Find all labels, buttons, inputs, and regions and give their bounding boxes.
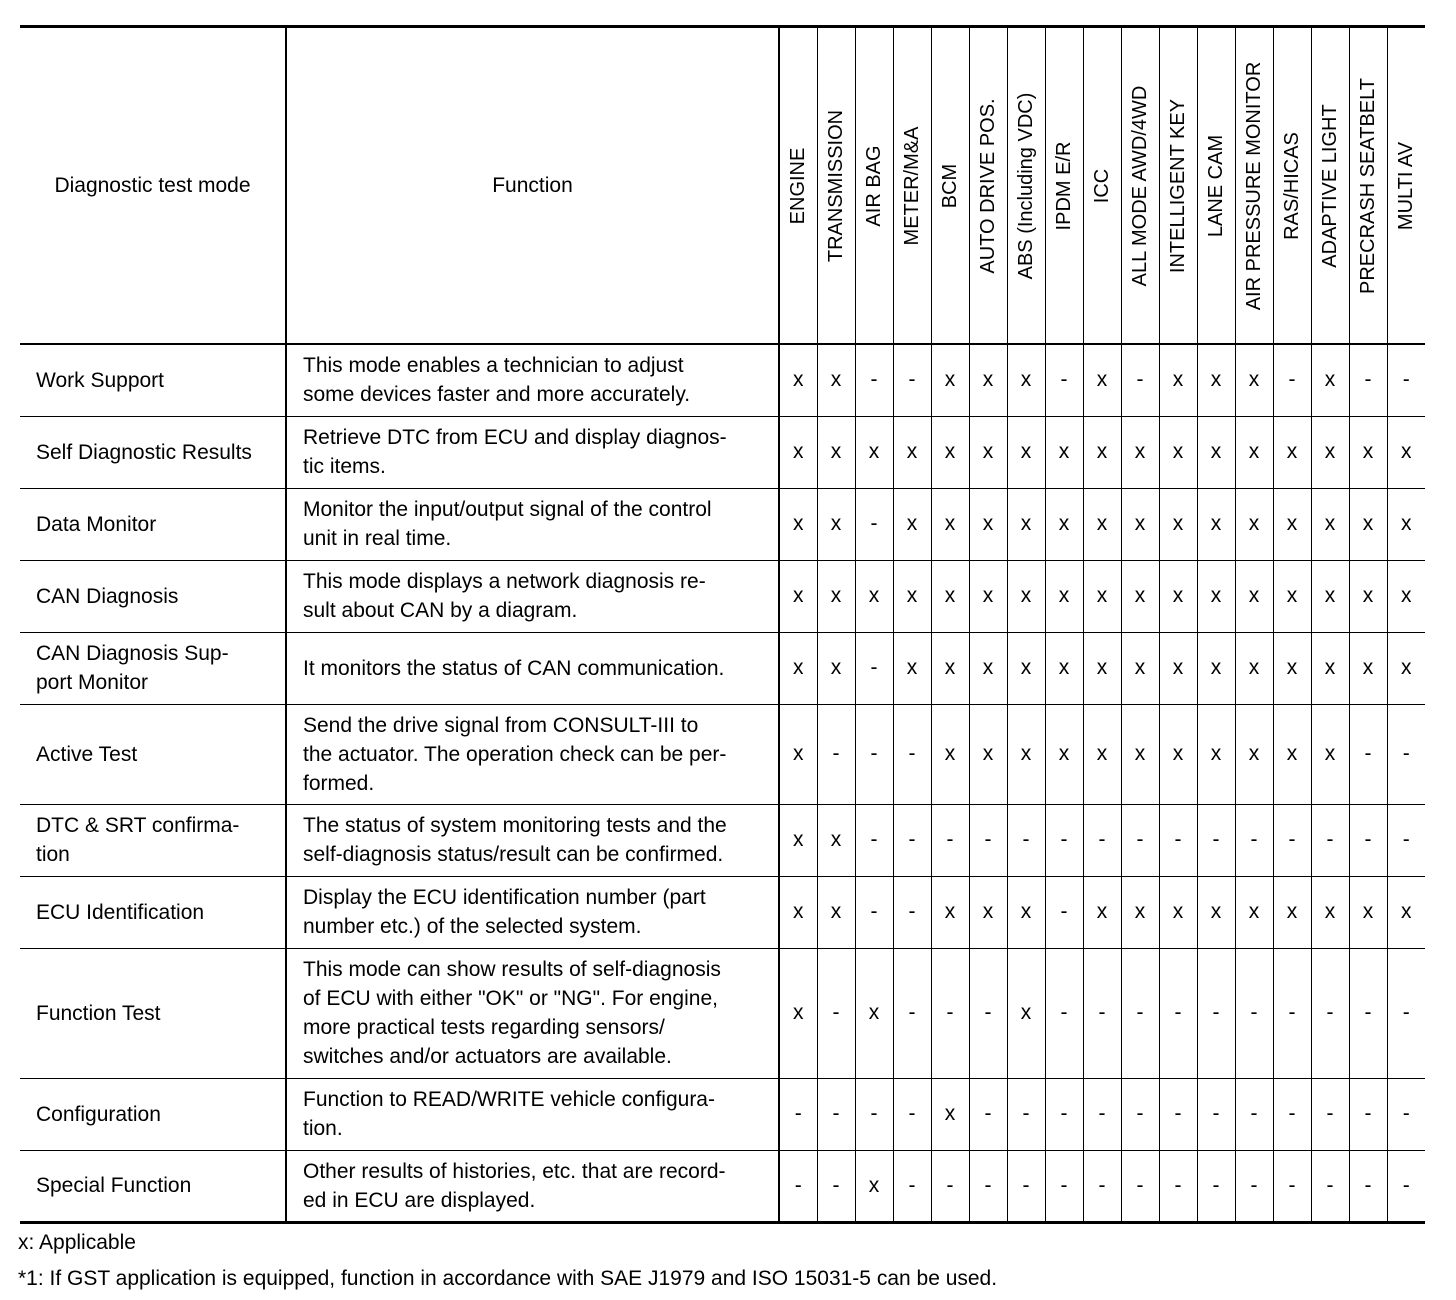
function-cell [286,416,779,488]
system-label: LANE CAM [1205,134,1227,237]
test-mode-text: Data Monitor [36,512,157,536]
header-row [20,27,1425,345]
not-applicable-mark: - [1349,1150,1387,1222]
function-cell [286,488,779,560]
applicable-mark: x [1311,416,1349,488]
not-applicable-mark: - [1121,804,1159,876]
applicable-mark: x [969,560,1007,632]
test-mode-cell [20,876,286,948]
table-row [20,804,1425,876]
applicable-mark: x [1349,416,1387,488]
applicable-mark: x [1083,632,1121,704]
header-system [1349,27,1387,345]
applicable-mark: x [1121,416,1159,488]
function-cell [286,804,779,876]
test-mode-text: ECU Identification [36,900,205,924]
header-system [969,27,1007,345]
applicable-mark: x [1273,416,1311,488]
applicable-mark: x [779,632,817,704]
function-cell [286,876,779,948]
applicable-mark: x [855,560,893,632]
not-applicable-mark: - [1311,1150,1349,1222]
applicable-mark: x [1387,488,1425,560]
applicable-mark: x [1007,416,1045,488]
not-applicable-mark: - [1083,804,1121,876]
applicable-mark: x [1311,488,1349,560]
test-mode-cell [20,560,286,632]
applicable-mark: x [1235,560,1273,632]
applicable-mark: x [1121,632,1159,704]
applicable-mark: x [817,344,855,416]
not-applicable-mark: - [1235,948,1273,1078]
header-system [1273,27,1311,345]
table-row [20,1150,1425,1222]
system-label: MULTI AV [1395,141,1418,230]
test-mode-text: Active Test [36,742,138,766]
test-mode-text: tion [36,843,70,866]
not-applicable-mark: - [1349,948,1387,1078]
header-system [1197,27,1235,345]
not-applicable-mark: - [1311,1078,1349,1150]
applicable-mark: x [1159,488,1197,560]
test-mode-text: Function Test [36,1001,161,1025]
not-applicable-mark: - [1121,948,1159,1078]
table-row [20,560,1425,632]
applicable-mark: x [969,704,1007,804]
applicable-mark: x [1007,560,1045,632]
not-applicable-mark: - [931,948,969,1078]
applicable-mark: x [1083,876,1121,948]
function-cell [286,560,779,632]
function-cell [286,1078,779,1150]
not-applicable-mark: - [855,804,893,876]
applicable-mark: x [1311,704,1349,804]
not-applicable-mark: - [855,876,893,948]
not-applicable-mark: - [1159,804,1197,876]
system-label: ALL MODE AWD/4WD [1129,85,1151,286]
applicable-mark: x [779,344,817,416]
system-label: ICC [1091,168,1113,203]
test-mode-text: Configuration [36,1102,161,1126]
not-applicable-mark: - [1311,948,1349,1078]
applicable-mark: x [817,488,855,560]
not-applicable-mark: - [1349,344,1387,416]
applicable-mark: x [779,488,817,560]
table-row [20,632,1425,704]
applicable-mark: x [779,416,817,488]
table-row [20,1078,1425,1150]
not-applicable-mark: - [969,1078,1007,1150]
function-cell [286,344,779,416]
not-applicable-mark: - [1349,804,1387,876]
applicable-mark: x [1349,488,1387,560]
not-applicable-mark: - [893,876,931,948]
function-text: tion. [303,1117,343,1140]
system-label: ADAPTIVE LIGHT [1319,103,1341,268]
not-applicable-mark: - [969,948,1007,1078]
not-applicable-mark: - [1083,1150,1121,1222]
header-system [1083,27,1121,345]
test-mode-text: CAN Diagnosis Sup- [36,642,229,665]
applicable-mark: x [817,560,855,632]
not-applicable-mark: - [1045,1078,1083,1150]
not-applicable-mark: - [1197,1078,1235,1150]
header-system [1045,27,1083,345]
applicable-mark: x [1235,416,1273,488]
test-mode-cell [20,1078,286,1150]
applicable-mark: x [931,560,969,632]
applicable-mark: x [1273,560,1311,632]
not-applicable-mark: - [893,948,931,1078]
not-applicable-mark: - [1083,948,1121,1078]
applicable-mark: x [1045,632,1083,704]
not-applicable-mark: - [1387,1150,1425,1222]
applicable-mark: x [1083,344,1121,416]
applicable-mark: x [779,804,817,876]
applicable-mark: x [1197,632,1235,704]
applicable-mark: x [1197,344,1235,416]
not-applicable-mark: - [855,632,893,704]
applicable-mark: x [1311,344,1349,416]
not-applicable-mark: - [1349,704,1387,804]
applicable-mark: x [817,416,855,488]
system-label: AUTO DRIVE POS. [977,97,999,274]
function-text: switches and/or actuators are available. [303,1045,672,1068]
header-system [779,27,817,345]
function-text: of ECU with either "OK" or "NG". For engine, [303,987,718,1010]
legend-note: x: Applicable [18,1231,136,1254]
applicable-mark: x [931,488,969,560]
applicable-mark: x [1007,488,1045,560]
function-text: tic items. [303,455,386,478]
system-label: RAS/HICAS [1281,131,1303,240]
not-applicable-mark: - [1197,804,1235,876]
diagnostic-mode-table [20,25,1425,1224]
header-system [1235,27,1273,345]
footnote: *1: If GST application is equipped, function in accordance with SAE J1979 and ISO 15031-5 can be used. [18,1267,998,1290]
applicable-mark: x [1159,632,1197,704]
applicable-mark: x [931,704,969,804]
not-applicable-mark: - [817,1078,855,1150]
function-text: number etc.) of the selected system. [303,915,642,938]
applicable-mark: x [1159,344,1197,416]
not-applicable-mark: - [1387,948,1425,1078]
test-mode-text: DTC & SRT confirma- [36,814,240,837]
applicable-mark: x [779,876,817,948]
not-applicable-mark: - [1159,1078,1197,1150]
applicable-mark: x [1159,560,1197,632]
test-mode-cell [20,804,286,876]
applicable-mark: x [817,804,855,876]
header-system [1387,27,1425,345]
applicable-mark: x [969,876,1007,948]
not-applicable-mark: - [1045,1150,1083,1222]
system-label: INTELLIGENT KEY [1167,98,1189,273]
function-text: This mode displays a network diagnosis re- [303,570,706,593]
not-applicable-mark: - [893,1150,931,1222]
function-text: self-diagnosis status/result can be confirmed. [303,843,724,866]
not-applicable-mark: - [969,804,1007,876]
applicable-mark: x [1197,416,1235,488]
test-mode-text: Work Support [36,368,164,392]
applicable-mark: x [1387,876,1425,948]
not-applicable-mark: - [1045,948,1083,1078]
not-applicable-mark: - [1159,948,1197,1078]
not-applicable-mark: - [817,1150,855,1222]
test-mode-cell [20,632,286,704]
applicable-mark: x [893,632,931,704]
applicable-mark: x [1197,560,1235,632]
applicable-mark: x [1083,704,1121,804]
system-label: AIR PRESSURE MONITOR [1243,61,1265,310]
system-label: TRANSMISSION [825,109,847,262]
table-row [20,704,1425,804]
applicable-mark: x [931,416,969,488]
not-applicable-mark: - [1273,1150,1311,1222]
function-text: This mode can show results of self-diagnosis [303,958,721,981]
not-applicable-mark: - [1197,1150,1235,1222]
test-mode-cell [20,344,286,416]
applicable-mark: x [855,1150,893,1222]
system-label: BCM [939,163,961,208]
applicable-mark: x [779,560,817,632]
test-mode-text: Special Function [36,1174,192,1197]
system-label: ABS (Including VDC) [1015,92,1037,279]
not-applicable-mark: - [779,1078,817,1150]
header-system [817,27,855,345]
applicable-mark: x [969,488,1007,560]
table-row [20,416,1425,488]
applicable-mark: x [1197,876,1235,948]
applicable-mark: x [931,876,969,948]
applicable-mark: x [1387,560,1425,632]
test-mode-cell [20,488,286,560]
not-applicable-mark: - [1273,1078,1311,1150]
not-applicable-mark: - [1387,1078,1425,1150]
applicable-mark: x [1007,876,1045,948]
applicable-mark: x [1235,488,1273,560]
table-row [20,948,1425,1078]
function-text: Display the ECU identification number (part [303,886,706,909]
function-text: This mode enables a technician to adjust [303,354,684,378]
not-applicable-mark: - [1121,1150,1159,1222]
not-applicable-mark: - [855,704,893,804]
function-text: unit in real time. [303,527,452,550]
system-label: ENGINE [787,147,810,224]
table-row [20,488,1425,560]
applicable-mark: x [969,416,1007,488]
not-applicable-mark: - [1045,804,1083,876]
function-text: some devices faster and more accurately. [303,383,691,407]
applicable-mark: x [931,632,969,704]
not-applicable-mark: - [855,1078,893,1150]
applicable-mark: x [1349,876,1387,948]
header-system [1007,27,1045,345]
header-system [1121,27,1159,345]
applicable-mark: x [779,948,817,1078]
applicable-mark: x [1045,560,1083,632]
not-applicable-mark: - [1159,1150,1197,1222]
applicable-mark: x [1121,704,1159,804]
header-function: Function [286,27,779,345]
applicable-mark: x [1273,488,1311,560]
applicable-mark: x [1311,560,1349,632]
function-text: formed. [303,771,375,795]
header-diagnostic-test-mode: Diagnostic test mode [20,27,286,345]
not-applicable-mark: - [1235,804,1273,876]
system-label: METER/M&A [901,126,923,245]
applicable-mark: x [1273,704,1311,804]
applicable-mark: x [1273,876,1311,948]
test-mode-cell [20,416,286,488]
applicable-mark: x [1197,704,1235,804]
header-system [893,27,931,345]
not-applicable-mark: - [893,704,931,804]
applicable-mark: x [817,632,855,704]
function-text: Function to READ/WRITE vehicle configura- [303,1088,715,1111]
applicable-mark: x [931,344,969,416]
applicable-mark: x [1007,344,1045,416]
test-mode-cell [20,1150,286,1222]
test-mode-text: CAN Diagnosis [36,584,179,608]
applicable-mark: x [1311,632,1349,704]
test-mode-text: port Monitor [36,671,149,694]
applicable-mark: x [1159,416,1197,488]
table-row [20,344,1425,416]
not-applicable-mark: - [1083,1078,1121,1150]
not-applicable-mark: - [1045,876,1083,948]
function-cell [286,1150,779,1222]
applicable-mark: x [1235,876,1273,948]
not-applicable-mark: - [817,704,855,804]
not-applicable-mark: - [1387,804,1425,876]
test-mode-text: Self Diagnostic Results [36,440,252,464]
not-applicable-mark: - [1007,1078,1045,1150]
applicable-mark: x [1007,632,1045,704]
applicable-mark: x [1349,632,1387,704]
not-applicable-mark: - [1273,804,1311,876]
applicable-mark: x [893,488,931,560]
system-label: PRECRASH SEATBELT [1357,77,1379,294]
not-applicable-mark: - [1045,344,1083,416]
applicable-mark: x [855,948,893,1078]
applicable-mark: x [1121,488,1159,560]
not-applicable-mark: - [1197,948,1235,1078]
function-text: more practical tests regarding sensors/ [303,1016,665,1039]
not-applicable-mark: - [779,1150,817,1222]
system-label: IPDM E/R [1053,141,1075,230]
applicable-mark: x [1045,488,1083,560]
applicable-mark: x [1197,488,1235,560]
table-row [20,876,1425,948]
applicable-mark: x [1121,560,1159,632]
applicable-mark: x [1235,632,1273,704]
applicable-mark: x [1083,488,1121,560]
header-system [1159,27,1197,345]
not-applicable-mark: - [1387,704,1425,804]
applicable-mark: x [893,416,931,488]
header-system [1311,27,1349,345]
applicable-mark: x [779,704,817,804]
applicable-mark: x [1083,416,1121,488]
function-text: Monitor the input/output signal of the control [303,498,712,521]
function-cell [286,632,779,704]
function-text: ed in ECU are displayed. [303,1188,536,1212]
applicable-mark: x [1159,876,1197,948]
not-applicable-mark: - [931,804,969,876]
applicable-mark: x [1349,560,1387,632]
function-text: Send the drive signal from CONSULT-III to [303,713,699,737]
function-text: sult about CAN by a diagram. [303,599,578,622]
not-applicable-mark: - [931,1150,969,1222]
applicable-mark: x [1045,416,1083,488]
system-label: AIR BAG [863,144,885,227]
applicable-mark: x [855,416,893,488]
applicable-mark: x [1235,704,1273,804]
not-applicable-mark: - [1387,344,1425,416]
not-applicable-mark: - [1311,804,1349,876]
applicable-mark: x [1387,632,1425,704]
function-cell [286,704,779,804]
function-cell [286,948,779,1078]
applicable-mark: x [969,632,1007,704]
function-text: It monitors the status of CAN communication. [303,656,725,680]
not-applicable-mark: - [969,1150,1007,1222]
applicable-mark: x [1007,948,1045,1078]
not-applicable-mark: - [1235,1150,1273,1222]
applicable-mark: x [1311,876,1349,948]
applicable-mark: x [931,1078,969,1150]
function-text: Other results of histories, etc. that are record- [303,1159,726,1183]
applicable-mark: x [1235,344,1273,416]
not-applicable-mark: - [817,948,855,1078]
not-applicable-mark: - [1235,1078,1273,1150]
test-mode-cell [20,704,286,804]
not-applicable-mark: - [1007,804,1045,876]
not-applicable-mark: - [1121,1078,1159,1150]
function-text: Retrieve DTC from ECU and display diagnos- [303,426,727,449]
applicable-mark: x [817,876,855,948]
applicable-mark: x [1387,416,1425,488]
not-applicable-mark: - [1273,948,1311,1078]
table-body [20,344,1425,1222]
not-applicable-mark: - [893,1078,931,1150]
test-mode-cell [20,948,286,1078]
applicable-mark: x [1045,704,1083,804]
not-applicable-mark: - [1349,1078,1387,1150]
not-applicable-mark: - [1007,1150,1045,1222]
not-applicable-mark: - [893,804,931,876]
applicable-mark: x [1273,632,1311,704]
applicable-mark: x [1121,876,1159,948]
not-applicable-mark: - [855,488,893,560]
not-applicable-mark: - [1273,344,1311,416]
applicable-mark: x [1159,704,1197,804]
header-system [931,27,969,345]
applicable-mark: x [969,344,1007,416]
function-text: the actuator. The operation check can be per- [303,742,727,766]
applicable-mark: x [1083,560,1121,632]
function-text: The status of system monitoring tests and the [303,814,727,837]
not-applicable-mark: - [855,344,893,416]
not-applicable-mark: - [893,344,931,416]
applicable-mark: x [893,560,931,632]
applicable-mark: x [1007,704,1045,804]
not-applicable-mark: - [1121,344,1159,416]
header-system [855,27,893,345]
